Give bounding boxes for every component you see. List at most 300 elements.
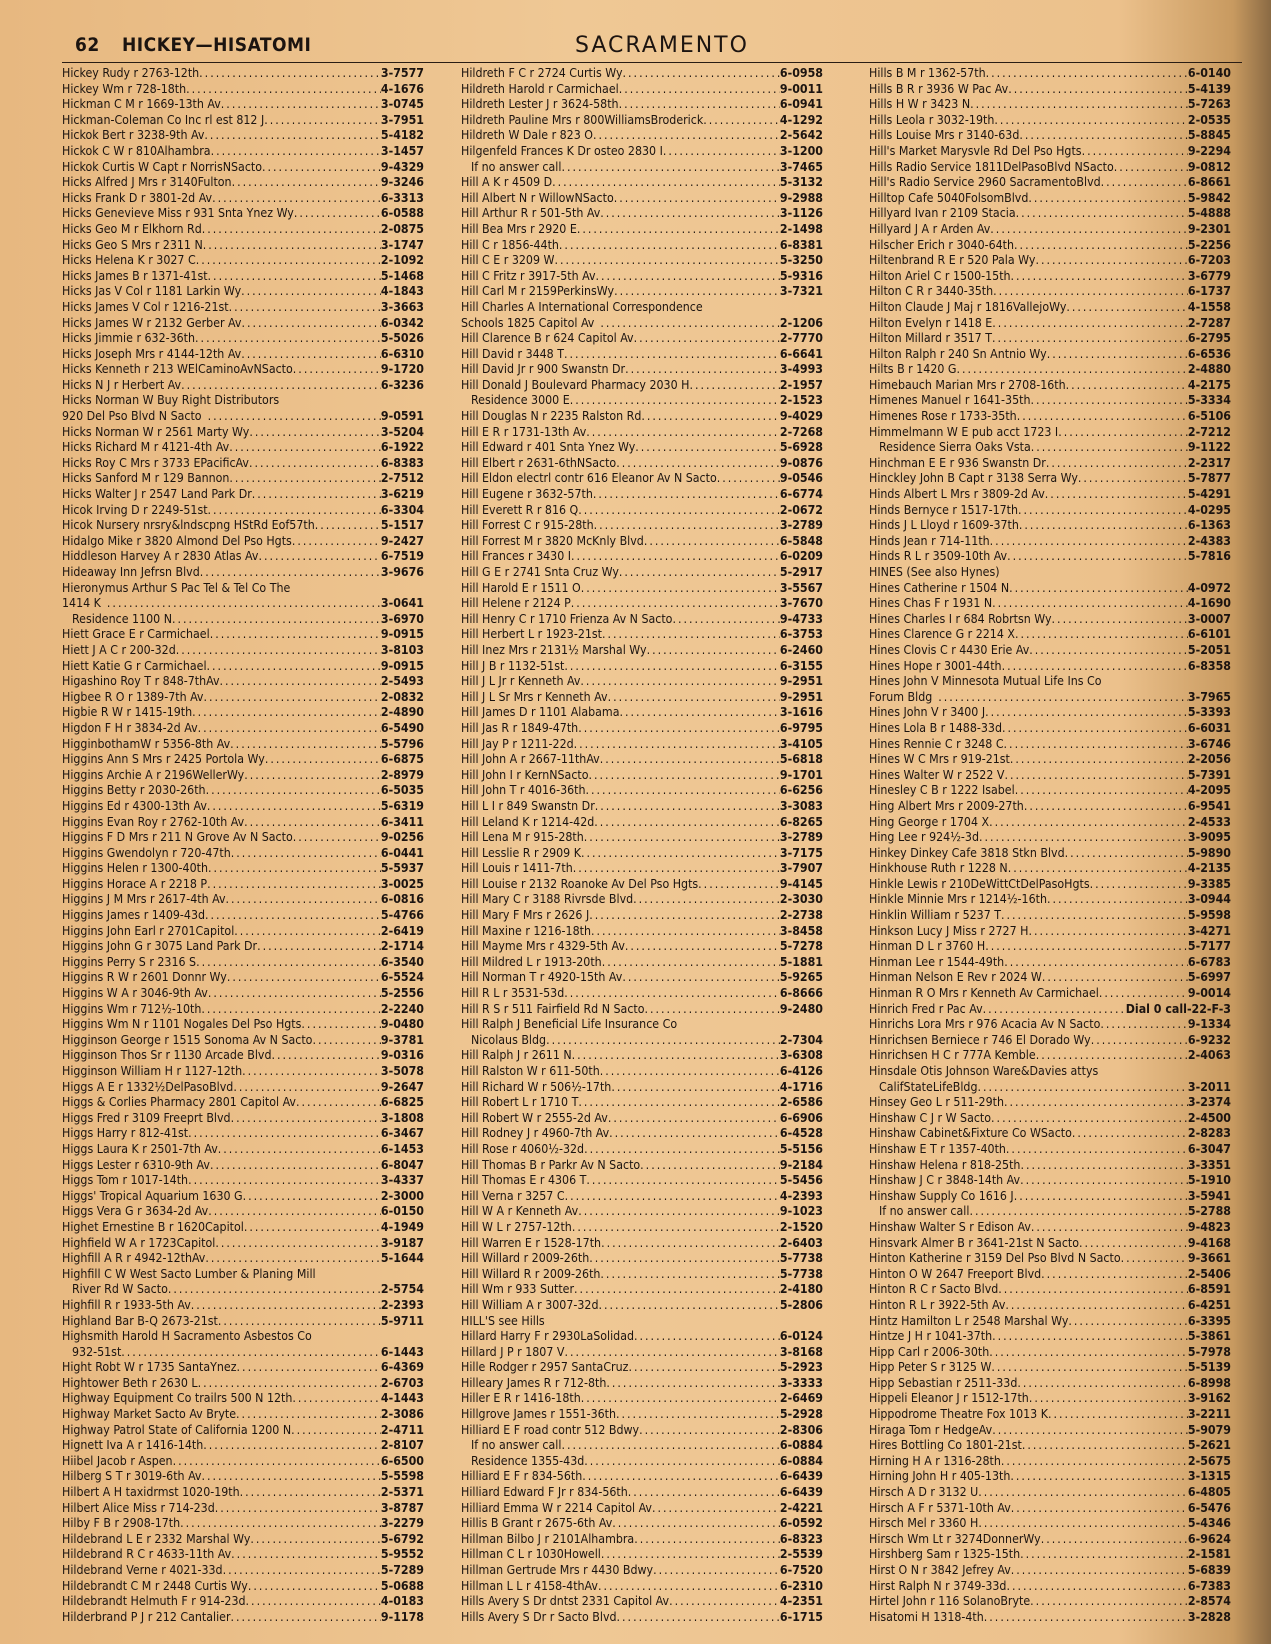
listing-name: Hill Louise r 2132 Roanoke Av Del Pso Hgts (461, 876, 699, 891)
leader-dots (992, 331, 1188, 347)
listing-phone: 2-6403 (779, 1235, 823, 1250)
listing-row (869, 409, 1231, 425)
listing-phone: 2-0875 (380, 221, 424, 236)
listing-phone: 3-7321 (779, 284, 823, 299)
listing-phone: 9-0915 (380, 658, 424, 673)
leader-dots (231, 846, 381, 862)
listing-phone: 2-4180 (779, 1282, 823, 1297)
listing-row (461, 1111, 823, 1127)
listing-name: Hines W C Mrs r 919-21st (869, 752, 1010, 767)
listing-name: Hicks James W r 2132 Gerber Av (62, 315, 242, 330)
listing-row (62, 128, 424, 144)
listing-name: Hickman C M r 1669-13th Av (62, 97, 221, 112)
listing-phone: 5-2806 (779, 1297, 823, 1312)
leader-dots (1004, 737, 1188, 753)
listing-phone: 6-3304 (380, 502, 424, 517)
listing-phone: 2-8107 (380, 1438, 424, 1453)
listing-phone: 3-4105 (779, 736, 823, 751)
listing-name: Hinds J L Lloyd r 1609-37th (869, 518, 1019, 533)
listing-row (461, 284, 823, 300)
listing-row (461, 549, 823, 565)
listing-phone: 2-6469 (779, 1391, 823, 1406)
leader-dots (983, 1002, 1126, 1018)
listing-row (869, 331, 1231, 347)
listing-row (62, 955, 424, 971)
listing-name: Hinton O W 2647 Freeport Blvd (869, 1266, 1042, 1281)
listing-phone: 6-0150 (380, 1204, 424, 1219)
listing-name: Hicks Geo S Mrs r 2311 N (62, 237, 203, 252)
listing-row (869, 1064, 1231, 1080)
listing-phone: 2-2393 (380, 1297, 424, 1312)
listing-phone: 2-5493 (380, 674, 424, 689)
listing-name: Hill J L Sr Mrs r Kenneth Av (461, 689, 608, 704)
listing-name: If no answer call (471, 1438, 562, 1453)
listing-name: Hilberg S T r 3019-6th Av (62, 1469, 202, 1484)
listing-phone: 4-2175 (1187, 377, 1231, 392)
listing-name: Hill Arthur R r 501-5th Av (461, 206, 601, 221)
listing-phone: 6-5476 (1187, 1500, 1231, 1515)
listing-name: Hines Walter W r 2522 V (869, 767, 1005, 782)
listing-name: Hill Lesslie R r 2909 K (461, 845, 581, 860)
listing-phone: 5-7877 (1187, 471, 1231, 486)
listing-phone: 4-1716 (779, 1079, 823, 1094)
leader-dots (215, 1501, 381, 1517)
listing-name: Hilleary James R r 712-8th (461, 1375, 607, 1390)
listing-phone: 6-5035 (380, 783, 424, 798)
listing-phone: 9-0812 (1187, 159, 1231, 174)
leader-dots (564, 347, 780, 363)
leader-dots (573, 861, 780, 877)
listing-name: Hill G E r 2741 Snta Cruz Wy (461, 565, 619, 579)
listing-name: Hirst O N r 3842 Jefrey Av (869, 1563, 1011, 1577)
listing-name: Hirning John H r 405-13th (869, 1469, 1011, 1484)
listing-name: Hildebrand Verne r 4021-33d (62, 1563, 223, 1577)
leader-dots (977, 1080, 1187, 1096)
listing-row (869, 1501, 1231, 1517)
listing-phone: 5-7278 (779, 939, 823, 954)
listing-phone: 5-7263 (1187, 97, 1231, 112)
listing-row (62, 1298, 424, 1314)
listing-name: Residence 1355-43d (471, 1453, 585, 1468)
listing-phone: 3-0007 (1187, 611, 1231, 626)
listing-row (461, 113, 823, 129)
listing-row (869, 160, 1231, 176)
listing-phone: 2-6703 (380, 1375, 424, 1390)
listing-phone: 4-1949 (380, 1219, 424, 1234)
listing-phone: 6-4126 (779, 1064, 823, 1078)
leader-dots (234, 924, 381, 940)
leader-dots (227, 970, 381, 986)
leader-dots (229, 440, 381, 456)
listing-row (62, 1563, 424, 1579)
leader-dots (229, 300, 381, 316)
listing-name: Hill Everett R r 816 Q (461, 502, 579, 517)
listing-phone: 6-2795 (1187, 331, 1231, 346)
listing-name: Hicks Joseph Mrs r 4144-12th Av (62, 346, 242, 361)
listing-phone: 4-1690 (1187, 596, 1231, 611)
listing-name: Hill Ralph J r 2611 N (461, 1048, 572, 1063)
listing-row (62, 206, 424, 222)
listing-name: Higginson William H r 1127-12th (62, 1064, 243, 1078)
listing-name: Hill Charles A International Correspondence (461, 299, 703, 314)
leader-dots (296, 1095, 381, 1111)
listing-phone: 6-0441 (380, 845, 424, 860)
listing-name: Hicks Norman W Buy Right Distributors (62, 393, 280, 408)
listing-row (62, 300, 424, 316)
leader-dots (978, 1516, 1188, 1532)
listing-row (461, 846, 823, 862)
listing-phone: 6-0342 (380, 315, 424, 330)
listing-row (62, 269, 424, 285)
listing-row (461, 721, 823, 737)
leader-dots (994, 113, 1188, 129)
listing-name: Hilscher Erich r 3040-64th (869, 237, 1015, 252)
listing-name: Hillyard Ivan r 2109 Stacia (869, 206, 1016, 221)
listing-row (62, 1345, 424, 1361)
listing-phone: 2-5539 (779, 1547, 823, 1562)
listing-name: Hippeli Eleanor J r 1512-17th (869, 1391, 1029, 1406)
listing-name: Hill Norman T r 4920-15th Av (461, 970, 623, 985)
leader-dots (202, 222, 381, 238)
listing-name: Himebauch Marian Mrs r 2708-16th (869, 377, 1066, 392)
listing-row (869, 783, 1231, 799)
listing-row (461, 1469, 823, 1485)
listing-name: Hillman C L r 1030Howell (461, 1547, 601, 1562)
leader-dots (596, 269, 780, 285)
listing-row (869, 799, 1231, 815)
leader-dots (1041, 1267, 1188, 1283)
leader-dots (168, 1282, 381, 1298)
leader-dots (1100, 1017, 1188, 1033)
listing-name: Hinrichsen Berniece r 746 El Dorado Wy (869, 1032, 1091, 1047)
listing-phone: 2-8979 (380, 767, 424, 782)
listing-name: Higgins Perry S r 2316 S (62, 954, 197, 969)
listing-phone: 6-6310 (380, 346, 424, 361)
listing-row (869, 924, 1231, 940)
leader-dots (554, 253, 779, 269)
listing-phone: 6-8591 (1187, 1282, 1231, 1297)
leader-dots (1019, 128, 1188, 144)
listing-row (869, 861, 1231, 877)
listing-phone: 6-4369 (380, 1360, 424, 1375)
listing-phone: 9-2647 (380, 1079, 424, 1094)
leader-dots (617, 1610, 780, 1626)
leader-dots (609, 1126, 780, 1142)
leader-dots (244, 1220, 381, 1236)
listing-name: Higgs A E r 1332½DelPasoBlvd (62, 1079, 234, 1094)
leader-dots (201, 1002, 381, 1018)
listing-phone: 4-0972 (1187, 580, 1231, 595)
leader-dots (230, 737, 381, 753)
listing-phone: 2-3000 (380, 1188, 424, 1203)
leader-dots (1036, 1048, 1188, 1064)
listing-row (62, 440, 424, 456)
listing-row (869, 425, 1231, 441)
listing-phone: 4-1558 (1187, 299, 1231, 314)
listing-row (62, 191, 424, 207)
leader-dots (633, 892, 780, 908)
listing-row (62, 970, 424, 986)
listing-row (869, 970, 1231, 986)
listing-name: Hills H W r 3423 N (869, 97, 971, 112)
leader-dots (1008, 861, 1188, 877)
listing-row (62, 643, 424, 659)
listing-row (62, 1423, 424, 1439)
listing-phone: 9-0014 (1187, 986, 1231, 1001)
listing-phone: 5-9552 (380, 1547, 424, 1562)
leader-dots (180, 1516, 381, 1532)
listing-phone: 3-4271 (1187, 923, 1231, 938)
listing-row (62, 487, 424, 503)
leader-dots (608, 1111, 780, 1127)
listing-name: Higbee R O r 1389-7th Av (62, 689, 204, 704)
listing-row (62, 674, 424, 690)
leader-dots (1046, 456, 1188, 472)
listing-phone: 9-3246 (380, 175, 424, 190)
listing-row (62, 284, 424, 300)
listing-phone: 5-7289 (380, 1563, 424, 1577)
listing-row (461, 1142, 823, 1158)
listing-name: Hintze J H r 1041-37th (869, 1329, 993, 1344)
listing-phone: 6-6875 (380, 752, 424, 767)
leader-dots (262, 160, 381, 176)
leader-dots (602, 955, 780, 971)
leader-dots (207, 799, 381, 815)
listing-row (869, 1407, 1231, 1423)
listing-phone: 3-9187 (380, 1235, 424, 1250)
listing-name: Higginson Thos Sr r 1130 Arcade Blvd (62, 1048, 272, 1063)
listing-name: Higgins John G r 3075 Land Park Dr (62, 939, 258, 954)
listing-row (62, 659, 424, 675)
leader-dots (210, 627, 381, 643)
listing-row (869, 66, 1231, 82)
leader-dots (1079, 1236, 1188, 1252)
leader-dots (191, 1298, 381, 1314)
leader-dots (1078, 471, 1188, 487)
listing-phone: 4-2095 (1187, 783, 1231, 798)
listing-phone: 6-3540 (380, 954, 424, 969)
listing-name: Hinkle Minnie Mrs r 1214½-16th (869, 892, 1047, 907)
listing-row (62, 1204, 424, 1220)
listing-row (461, 82, 823, 98)
listing-row (62, 409, 424, 425)
listing-phone: 3-7965 (1187, 689, 1231, 704)
leader-dots (215, 1236, 381, 1252)
listing-row (869, 877, 1231, 893)
listing-phone: 3-3333 (779, 1375, 823, 1390)
listing-row (461, 1314, 823, 1330)
listing-name: Higgins James r 1409-43d (62, 908, 206, 923)
listing-phone: 9-1701 (779, 767, 823, 782)
listing-row (461, 347, 823, 363)
listing-phone: 2-5406 (1187, 1266, 1231, 1281)
leader-dots (600, 1267, 779, 1283)
leader-dots (1028, 924, 1187, 940)
listing-column-1 (62, 66, 424, 1625)
listing-name: Hill Clarence B r 624 Capitol Av (461, 331, 634, 346)
listing-phone: 3-7907 (779, 861, 823, 876)
listing-name: Higbie R W r 1415-19th (62, 705, 193, 720)
leader-dots (578, 1095, 780, 1111)
listing-phone: 6-3155 (779, 658, 823, 673)
listing-row (461, 643, 823, 659)
listing-row (62, 1485, 424, 1501)
leader-dots (989, 1345, 1188, 1361)
listing-name: Hinshaw Supply Co 1616 J (869, 1188, 1014, 1203)
listing-row (461, 1376, 823, 1392)
leader-dots (1042, 970, 1188, 986)
listing-name: Hill Louis r 1411-7th (461, 861, 573, 876)
leader-dots (990, 534, 1188, 550)
leader-dots (208, 269, 381, 285)
listing-name: Hirshberg Sam r 1325-15th (869, 1547, 1021, 1562)
listing-name: Hinds Albert L Mrs r 3809-2d Av (869, 487, 1045, 502)
listing-name: Hilton Claude J Maj r 1816VallejoWy (869, 299, 1067, 314)
listing-name: Hines Charles I r 684 Robrtsn Wy (869, 611, 1052, 626)
listing-name: Hills Leola r 3032-19th (869, 112, 995, 127)
listing-phone: 3-1315 (1187, 1469, 1231, 1484)
listing-phone: 6-8323 (779, 1531, 823, 1546)
listing-row (461, 1220, 823, 1236)
listing-row (461, 393, 823, 409)
leader-dots (1006, 1579, 1187, 1595)
listing-row (461, 1501, 823, 1517)
listing-name: Hildebrand L E r 2332 Marshal Wy (62, 1531, 251, 1546)
listing-name: Hickey Rudy r 2763-12th (62, 66, 200, 80)
listing-name: Hipp Peter S r 3125 W (869, 1360, 992, 1375)
listing-phone: 6-6774 (779, 487, 823, 502)
listing-phone: 2-4063 (1187, 1048, 1231, 1063)
listing-row (461, 1579, 823, 1595)
listing-name: Hill Jay P r 1211-22d (461, 736, 574, 751)
listing-phone: 3-6970 (380, 611, 424, 626)
leader-dots (1091, 1033, 1188, 1049)
leader-dots (243, 1189, 381, 1205)
listing-name: Hilton Millard r 3517 T (869, 331, 992, 346)
listing-name: Himenes Rose r 1733-35th (869, 409, 1017, 424)
listing-row (62, 1017, 424, 1033)
listing-phone: 2-0672 (779, 502, 823, 517)
listing-row (62, 331, 424, 347)
listing-row (62, 1142, 424, 1158)
listing-name: Hicks James V Col r 1216-21st (62, 299, 229, 314)
leader-dots (1121, 1251, 1188, 1267)
listing-row (461, 378, 823, 394)
listing-name: Hiddleson Harvey A r 2830 Atlas Av (62, 549, 259, 564)
listing-name: Hinds Bernyce r 1517-17th (869, 502, 1019, 517)
leader-dots (236, 1407, 381, 1423)
listing-name: Hilliard Edward F Jr r 834-56th (461, 1485, 628, 1500)
listing-name: Hill Harold E r 1511 O (461, 580, 581, 595)
listing-phone: 2-1498 (779, 221, 823, 236)
listing-phone: 5-9079 (1187, 1422, 1231, 1437)
leader-dots (608, 690, 780, 706)
listing-phone: 2-7212 (1187, 424, 1231, 439)
leader-dots (244, 815, 381, 831)
leader-dots (220, 674, 381, 690)
listing-row (461, 1547, 823, 1563)
leader-dots (226, 892, 381, 908)
leader-dots (984, 1610, 1188, 1626)
listing-name: CalifStateLifeBldg (879, 1079, 978, 1094)
listing-phone: 5-5139 (1187, 1360, 1231, 1375)
listing-row (461, 191, 823, 207)
listing-phone: 6-6906 (779, 1110, 823, 1125)
listing-name: Hilton Ariel C r 1500-15th (869, 268, 1011, 283)
listing-phone: 2-1523 (779, 393, 823, 408)
listing-phone: 6-5106 (1187, 409, 1231, 424)
listing-phone: 3-8787 (380, 1500, 424, 1515)
leader-dots (574, 1282, 780, 1298)
listing-row (461, 1345, 823, 1361)
listing-name: Hill John I r KernNSacto (461, 767, 589, 782)
leader-dots (586, 425, 780, 441)
listing-phone: 6-6536 (1187, 346, 1231, 361)
listing-phone: 6-1715 (779, 1609, 823, 1624)
leader-dots (208, 986, 381, 1002)
listing-row (461, 487, 823, 503)
listing-name: Hill Rodney J r 4960-7th Av (461, 1126, 610, 1141)
listing-phone: 3-1808 (380, 1110, 424, 1125)
listing-row (869, 191, 1231, 207)
listing-phone: 3-9162 (1187, 1391, 1231, 1406)
leader-dots (1001, 908, 1188, 924)
leader-dots (195, 331, 381, 347)
listing-phone: 5-9711 (380, 1313, 424, 1328)
leader-dots (1010, 1469, 1188, 1485)
listing-row (869, 674, 1231, 690)
leader-dots (582, 1469, 780, 1485)
listing-row (461, 160, 823, 176)
listing-row (461, 986, 823, 1002)
listing-phone: 6-9624 (1187, 1531, 1231, 1546)
leader-dots (1011, 269, 1188, 285)
listing-row (869, 128, 1231, 144)
listing-name: Hines Catherine r 1504 N (869, 580, 1010, 595)
listing-row (461, 830, 823, 846)
listing-row (869, 1454, 1231, 1470)
leader-dots (192, 705, 381, 721)
leader-dots (211, 144, 381, 160)
listing-row (62, 1064, 424, 1080)
listing-phone: 2-2056 (1187, 752, 1231, 767)
leader-dots (572, 1220, 780, 1236)
listing-phone: 5-7738 (779, 1266, 823, 1281)
listing-phone: 5-1910 (1187, 1173, 1231, 1188)
leader-dots (208, 1204, 381, 1220)
listing-phone: 6-0816 (380, 892, 424, 907)
listing-phone: 6-2310 (779, 1578, 823, 1593)
listing-row (461, 66, 823, 82)
listing-name: Hildreth Lester J r 3624-58th (461, 97, 619, 112)
listing-row (62, 1391, 424, 1407)
listing-name: Hill Verna r 3257 C (461, 1188, 565, 1203)
listing-row (62, 861, 424, 877)
listing-phone: 3-9095 (1187, 830, 1231, 845)
listing-phone: 2-7512 (380, 471, 424, 486)
listing-name: Higgins John Earl r 2701Capitol (62, 923, 235, 938)
listing-phone: 6-7519 (380, 549, 424, 564)
leader-dots (1011, 1501, 1188, 1517)
listing-name: Hill John A r 2667-11thAv (461, 752, 600, 767)
leader-dots (619, 97, 780, 113)
leader-dots (196, 253, 381, 269)
leader-dots (250, 1532, 381, 1548)
listing-phone: 5-4291 (1187, 487, 1231, 502)
listing-row (461, 690, 823, 706)
listing-phone: 2-1957 (779, 377, 823, 392)
listing-name: Forum Bldg (869, 689, 933, 704)
